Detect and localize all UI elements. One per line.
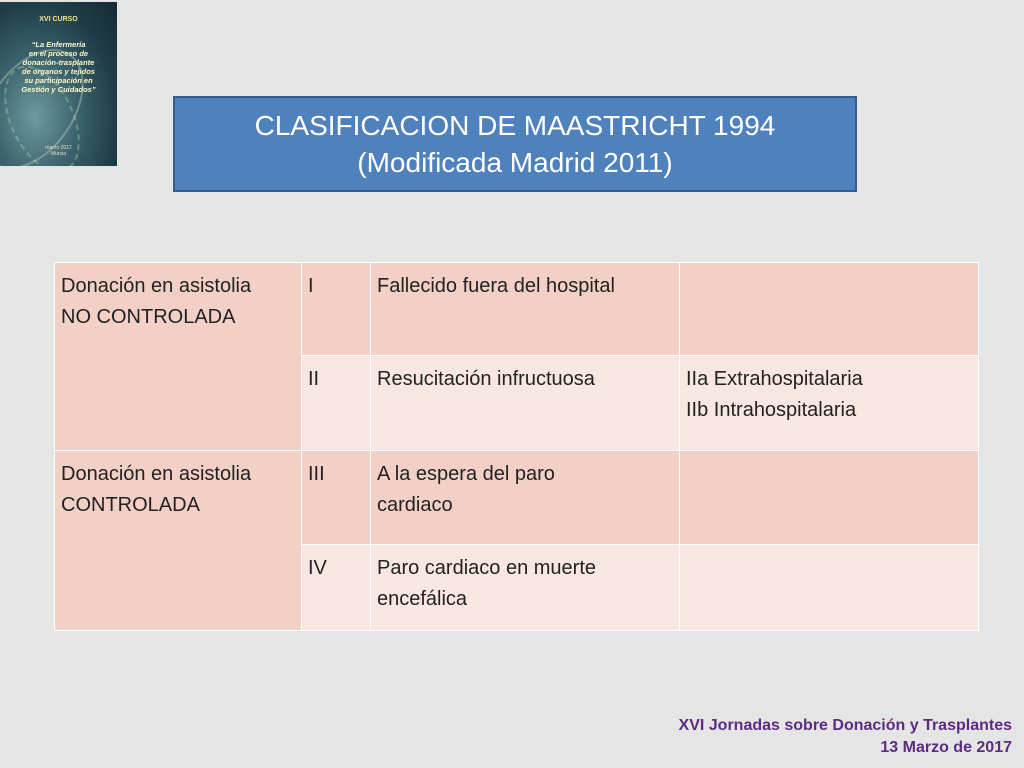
slide-subtitle: (Modificada Madrid 2011) [357, 147, 673, 178]
poster-date: marzo 2017 Murcia [45, 145, 72, 157]
table-row [55, 451, 979, 545]
category-cell: IV [302, 545, 371, 631]
slide-title-box [173, 96, 857, 192]
subcategory-cell [680, 263, 979, 356]
subcategory-cell: IIa Extrahospitalaria IIb Intrahospitalaria [680, 356, 979, 451]
description-cell: A la espera del paro cardiaco [371, 451, 680, 545]
maastricht-classification-table [54, 262, 979, 631]
slide-footer [679, 715, 1012, 759]
slide-title: CLASIFICACION DE MAASTRICHT 1994 [254, 110, 776, 141]
subcategory-cell [680, 545, 979, 631]
poster-title: “La Enfermería en el proceso de donación-trasplante de órganos y tejidos su participación en Gestión y Cuidados” [21, 40, 96, 94]
group-cell-controlada: Donación en asistolia CONTROLADA [55, 451, 302, 631]
footer-event-name: XVI Jornadas sobre Donación y Trasplantes [678, 717, 1012, 734]
description-cell: Resucitación infructuosa [371, 356, 680, 451]
category-cell: II [302, 356, 371, 451]
category-cell: III [302, 451, 371, 545]
poster-course-label: XVI CURSO [39, 16, 78, 23]
category-cell: I [302, 263, 371, 356]
footer-date: 13 Marzo de 2017 [880, 739, 1012, 756]
group-cell-no-controlada: Donación en asistolia NO CONTROLADA [55, 263, 302, 451]
description-cell: Paro cardiaco en muerte encefálica [371, 545, 680, 631]
subcategory-cell [680, 451, 979, 545]
description-cell: Fallecido fuera del hospital [371, 263, 680, 356]
table-row [55, 263, 979, 356]
course-poster-image [0, 2, 117, 166]
